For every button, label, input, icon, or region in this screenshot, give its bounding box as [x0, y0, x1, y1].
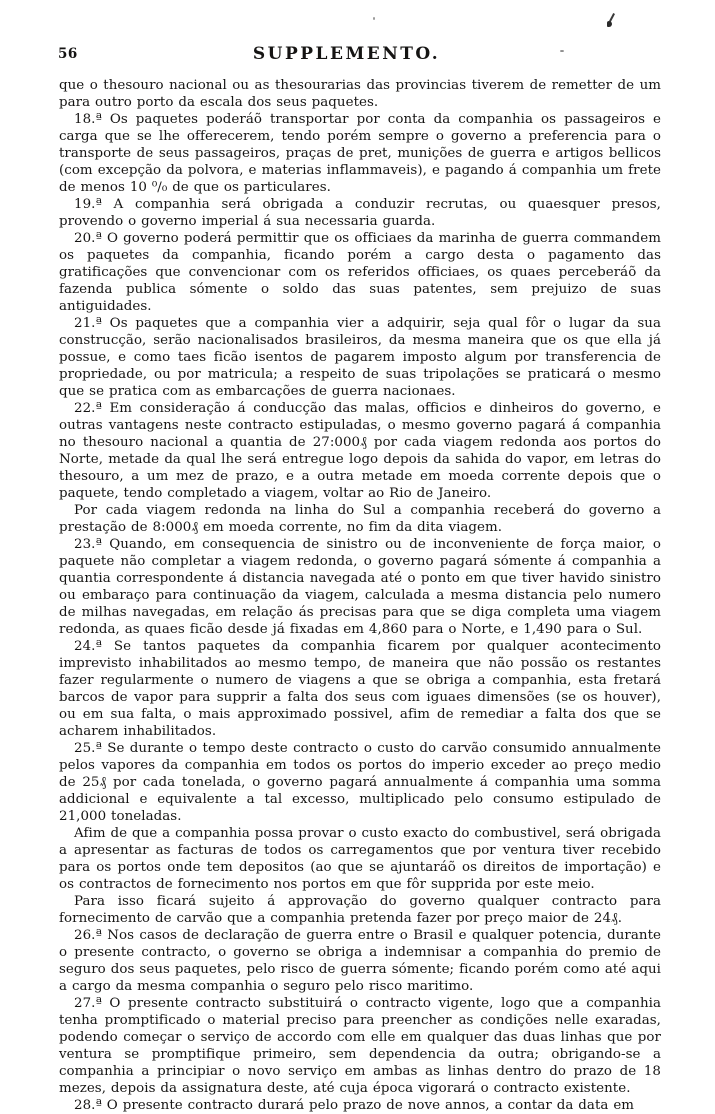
ink-blot — [607, 21, 612, 27]
contract-clause: 28.ª O presente contracto durará pelo prazo de nove annos, a contar da data em — [74, 1098, 635, 1113]
scan-speck — [560, 50, 564, 52]
contract-clause: 22.ª Em consideração á conducção das malas, officios e dinheiros do governo, e outras vantagens neste contracto estipuladas, o mesmo governo pagará á companhia no thesouro nacional a quantia de 27:000₰ por cada viagem redonda aos portos do Norte, metade da qual lhe será entregue logo depois da sahida do vapor, em letras do thesouro, a um mez de prazo, e a outra metade em moeda corrente depois que o paquete, tendo completado a viagem, voltar ao Rio de Janeiro. — [59, 401, 661, 501]
contract-clause: 27.ª O presente contracto substituirá o contracto vigente, logo que a companhia tenha promptificado o material preciso para preencher as condições nelle exaradas, podendo começar o serviço de accordo com elle em qualquer das duas linhas que por ventura se promptifique primeiro, sem dependencia da outra; obrigando-se a companhia a principiar o novo serviço em ambas as linhas dentro do prazo de 18 mezes, depois da assignatura deste, até cuja época vigorará o contracto existente. — [59, 996, 661, 1096]
page-title: SUPPLEMENTO. — [252, 44, 441, 64]
contract-clause: Por cada viagem redonda na linha do Sul a companhia receberá do governo a prestação de 8:000₰ em moeda corrente, no fim da dita viagem. — [59, 503, 661, 535]
contract-clause: 24.ª Se tantos paquetes da companhia ficarem por qualquer acontecimento imprevisto inhabilitados ao mesmo tempo, de maneira que não possão os restantes fazer regularmente o numero de viagens a que se obriga a companhia, esta fretará barcos de vapor para supprir a falta dos seus com iguaes dimensões (se os houver), ou em sua falta, o mais approximado possivel, afim de remediar a falta dos que se acharem inhabilitados. — [59, 639, 661, 739]
contract-clause: 18.ª Os paquetes poderáõ transportar por conta da companhia os passageiros e carga que se lhe offerecerem, tendo porém sempre o governo a preferencia para o transporte de seus passageiros, praças de pret, munições de guerra e artigos bellicos (com excepção da polvora, e materias inflammaveis), e pagando á companhia um frete de menos 10 ⁰/₀ de que os particulares. — [59, 112, 661, 195]
contract-clause: 19.ª A companhia será obrigada a conduzir recrutas, ou quaesquer presos, provendo o governo imperial á sua necessaria guarda. — [59, 197, 661, 229]
contract-clause: que o thesouro nacional ou as thesourarias das provincias tiverem de remetter de um para outro porto da escala dos seus paquetes. — [59, 78, 661, 110]
contract-clause: Para isso ficará sujeito á approvação do governo qualquer contracto para fornecimento de carvão que a companhia pretenda fazer por preço maior de 24₰. — [59, 894, 661, 926]
contract-clause: 21.ª Os paquetes que a companhia vier a adquirir, seja qual fôr o lugar da sua construcção, serão nacionalisados brasileiros, da mesma maneira que os que ella já possue, e como taes ficão isentos de pagarem imposto algum por transferencia de propriedade, ou por matricula; a respeito de suas tripolações se praticará o mesmo que se pratica com as embarcações de guerra nacionaes. — [59, 316, 661, 399]
contract-clause: 26.ª Nos casos de declaração de guerra entre o Brasil e qualquer potencia, durante o presente contracto, o governo se obriga a indemnisar a companhia do premio de seguro dos seus paquetes, pelo risco de guerra sómente; ficando porém como até aqui a cargo da mesma companhia o seguro pelo risco maritimo. — [59, 928, 661, 994]
contract-clause: Afim de que a companhia possa provar o custo exacto do combustivel, será obrigada a apresentar as facturas de todos os carregamentos que por ventura tiver recebido para os portos onde tem depositos (ao que se ajuntaráõ os direitos de importação) e os contractos de fornecimento nos portos em que fôr supprida por este meio. — [59, 826, 661, 892]
ink-smudge-artifact — [606, 13, 615, 28]
page-number: 56 — [58, 46, 78, 62]
contract-clause: 20.ª O governo poderá permittir que os officiaes da marinha de guerra commandem os paquetes da companhia, ficando porém a cargo desta o pagamento das gratificações que convencionar com os referidos officiaes, os quaes perceberáõ da fazenda publica sómente o soldo das suas patentes, sem prejuizo de suas antiguidades. — [59, 231, 661, 314]
scan-speck — [373, 17, 375, 20]
contract-clause: 25.ª Se durante o tempo deste contracto o custo do carvão consumido annualmente pelos vapores da companhia em todos os portos do imperio exceder ao preço medio de 25₰ por cada tonelada, o governo pagará annualmente á companhia uma somma addicional e equivalente a tal excesso, multiplicado pelo consumo estipulado de 21,000 toneladas. — [59, 741, 661, 824]
page-body — [59, 77, 661, 1114]
contract-clause: 23.ª Quando, em consequencia de sinistro ou de inconveniente de força maior, o paquete não completar a viagem redonda, o governo pagará sómente á companhia a quantia correspondente á distancia navegada até o ponto em que tiver havido sinistro ou embaraço para continuação da viagem, calculada a mesma distancia pelo numero de milhas navegadas, em relação ás precisas para que se diga completa uma viagem redonda, as quaes ficão desde já fixadas em 4,860 para o Norte, e 1,490 para o Sul. — [59, 537, 661, 637]
